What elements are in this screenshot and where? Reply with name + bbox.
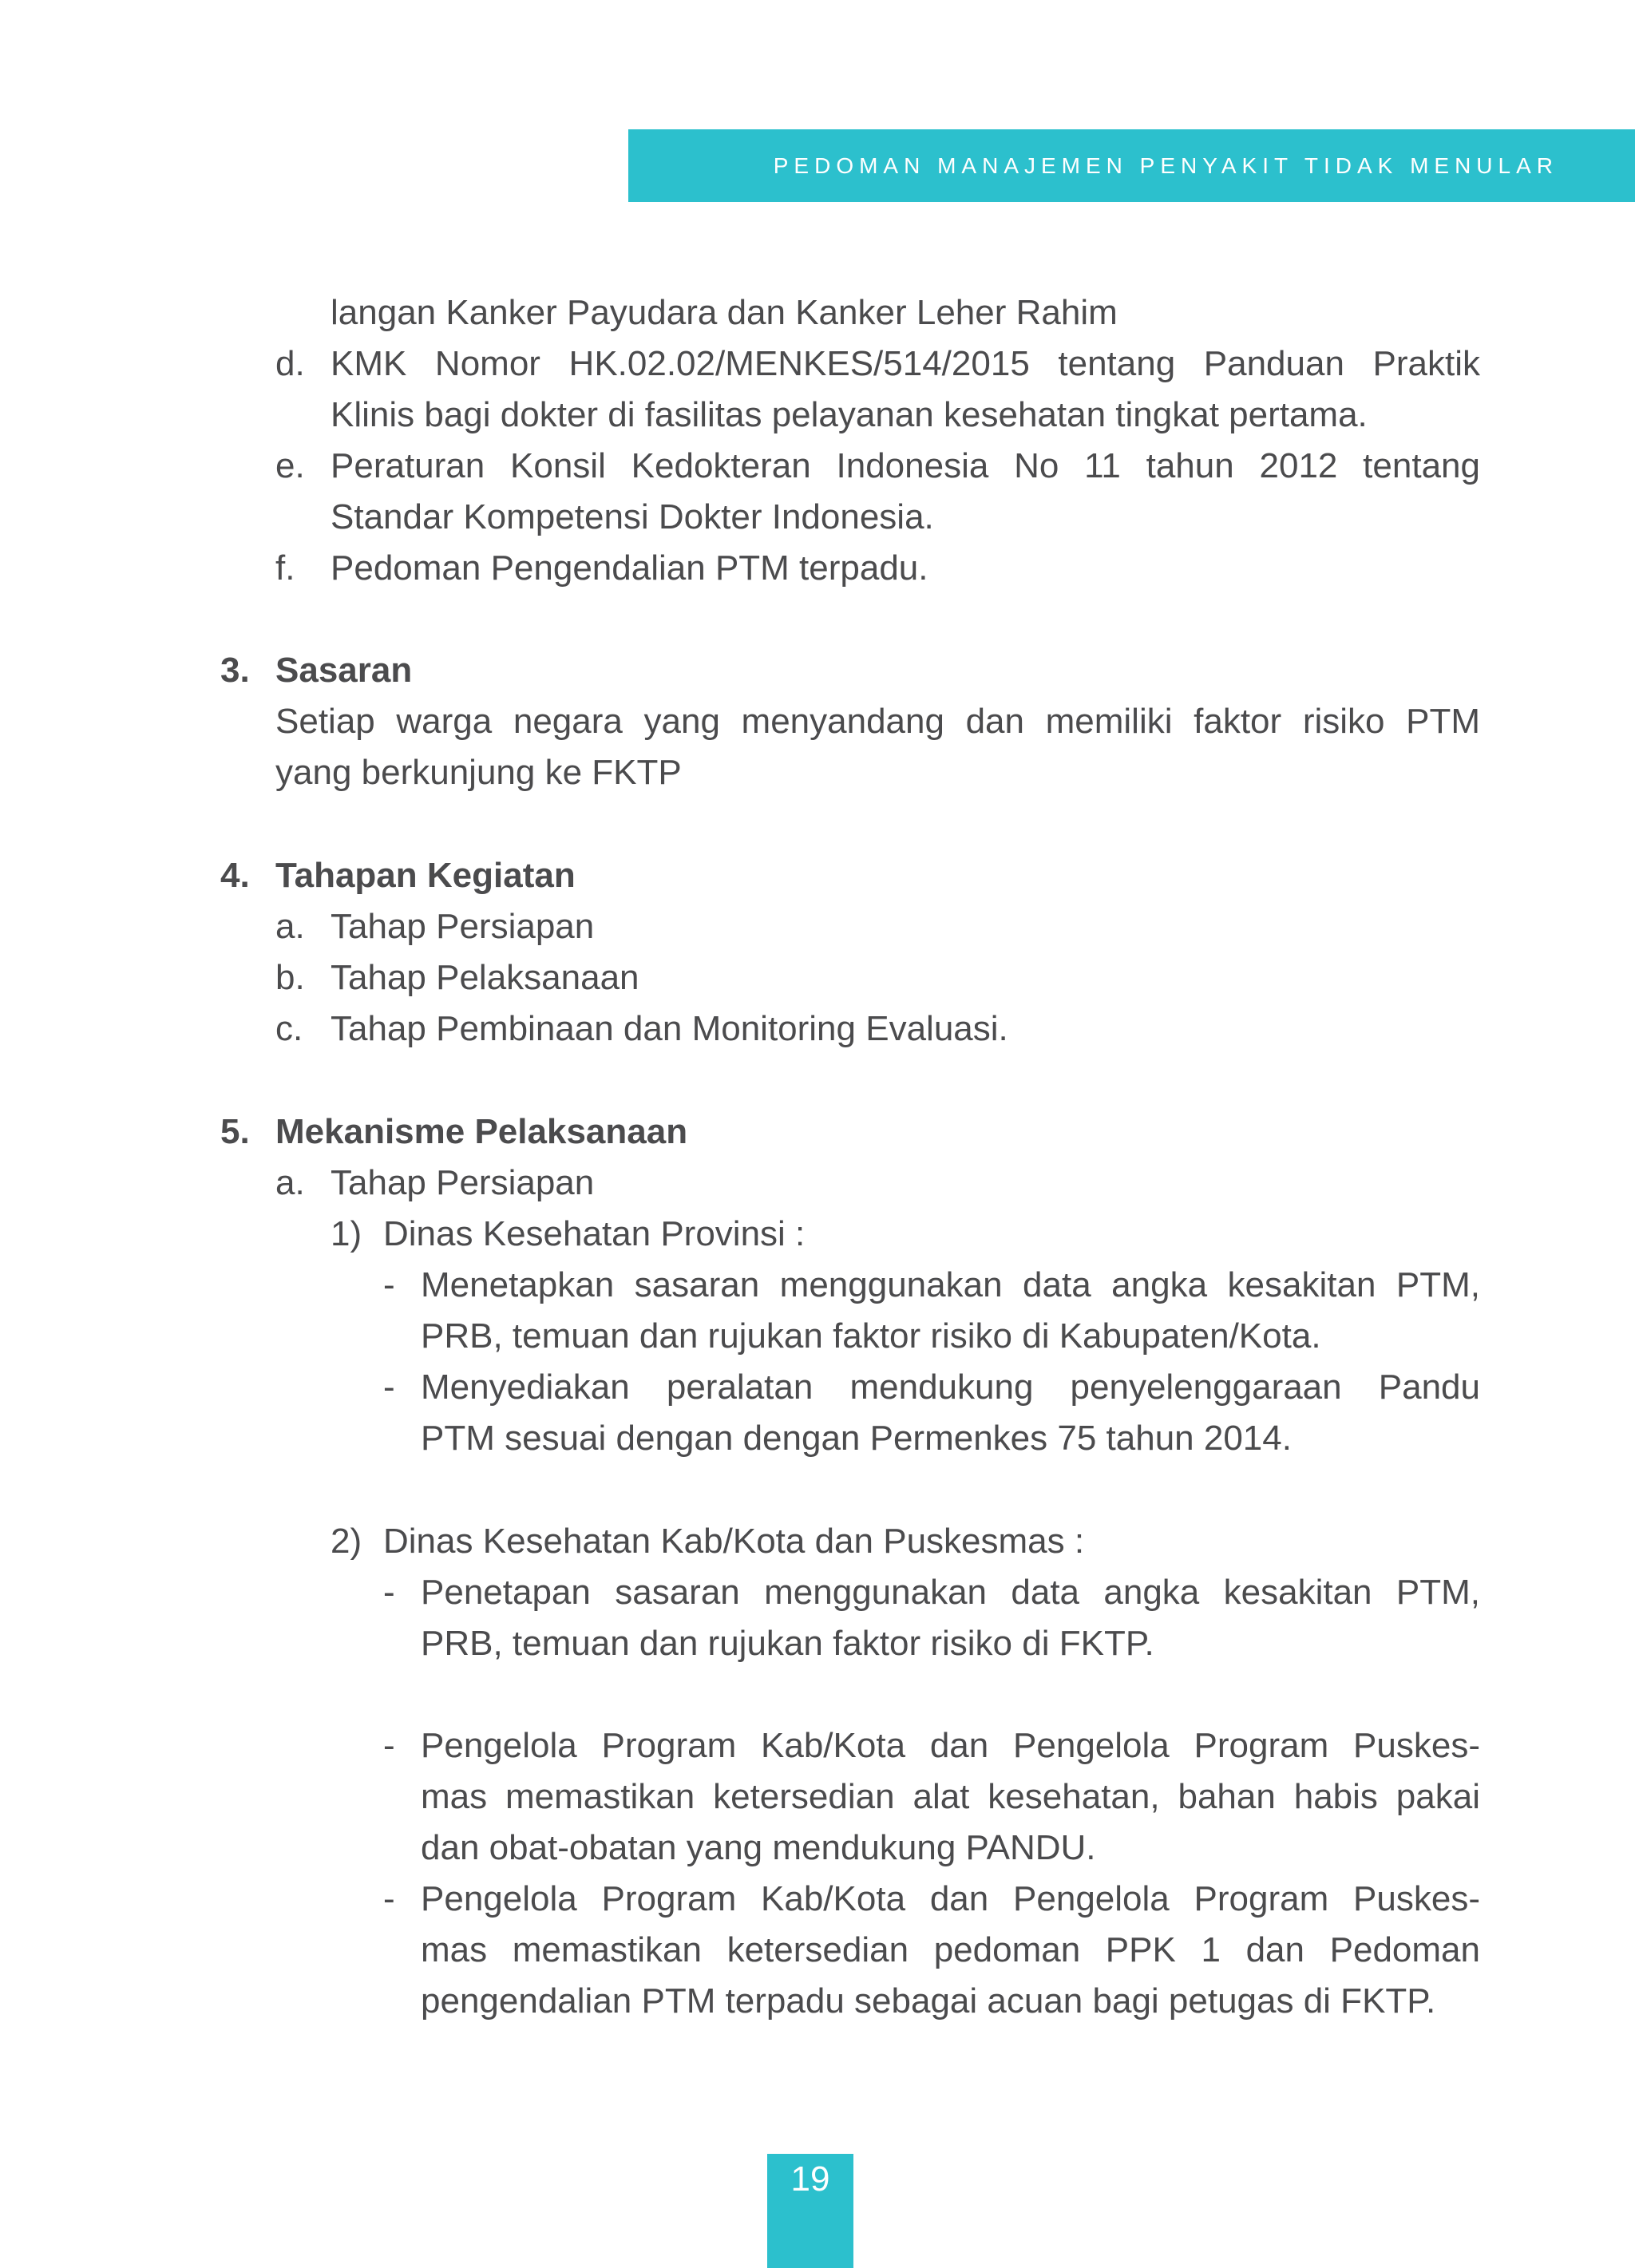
list-item-d-label: d. xyxy=(275,344,305,383)
section3-title: Sasaran xyxy=(275,651,413,690)
list-item-d-line1: KMK Nomor HK.02.02/MENKES/514/2015 tentang Panduan Praktik xyxy=(331,344,1480,383)
sub1-bullet2-dash: - xyxy=(383,1368,395,1407)
sub2-bullet3-line2: mas memastikan ketersedian pedoman PPK 1 dan Pedoman xyxy=(421,1930,1480,1969)
running-header xyxy=(628,129,1635,202)
section4-item-b-text: Tahap Pelaksanaan xyxy=(331,958,639,997)
section5-title: Mekanisme Pelaksanaan xyxy=(275,1112,688,1151)
list-item-e-line2: Standar Kompetensi Dokter Indonesia. xyxy=(331,497,934,536)
section4-number: 4. xyxy=(220,856,250,895)
section3-line1: Setiap warga negara yang menyandang dan memiliki faktor risiko PTM xyxy=(275,702,1480,741)
list-item-e-label: e. xyxy=(275,446,305,485)
sub1-bullet2-line2: PTM sesuai dengan dengan Permenkes 75 tahun 2014. xyxy=(421,1419,1292,1458)
section4-item-c-text: Tahap Pembinaan dan Monitoring Evaluasi. xyxy=(331,1009,1008,1048)
sub2-bullet2-dash: - xyxy=(383,1726,395,1765)
list-item-e-line1: Peraturan Konsil Kedokteran Indonesia No 11 tahun 2012 tentang xyxy=(331,446,1480,485)
section5-sub1-text: Dinas Kesehatan Provinsi : xyxy=(383,1214,806,1253)
list-item-f-label: f. xyxy=(275,548,295,588)
section5-sub2-label: 2) xyxy=(331,1522,362,1561)
sub1-bullet1-line1: Menetapkan sasaran menggunakan data angka kesakitan PTM, xyxy=(421,1265,1480,1304)
sub2-bullet2-line3: dan obat-obatan yang mendukung PANDU. xyxy=(421,1828,1096,1867)
sub1-bullet1-dash: - xyxy=(383,1265,395,1304)
section3-line2: yang berkunjung ke FKTP xyxy=(275,753,682,792)
sub2-bullet1-line2: PRB, temuan dan rujukan faktor risiko di FKTP. xyxy=(421,1624,1154,1663)
section5-sub2-text: Dinas Kesehatan Kab/Kota dan Puskesmas : xyxy=(383,1522,1085,1561)
section5-sub-a-text: Tahap Persiapan xyxy=(331,1163,595,1202)
section4-item-b-label: b. xyxy=(275,958,305,997)
sub2-bullet1-line1: Penetapan sasaran menggunakan data angka kesakitan PTM, xyxy=(421,1573,1480,1612)
page-number-box xyxy=(767,2154,853,2268)
running-header-title: PEDOMAN MANAJEMEN PENYAKIT TIDAK MENULAR xyxy=(773,152,1558,178)
sub2-bullet3-dash: - xyxy=(383,1879,395,1918)
section5-number: 5. xyxy=(220,1112,250,1151)
list-item-c-continuation: langan Kanker Payudara dan Kanker Leher Rahim xyxy=(331,293,1118,332)
section4-item-c-label: c. xyxy=(275,1009,303,1048)
sub2-bullet3-line1: Pengelola Program Kab/Kota dan Pengelola Program Puskes- xyxy=(421,1879,1480,1918)
list-item-d-line2: Klinis bagi dokter di fasilitas pelayanan kesehatan tingkat pertama. xyxy=(331,395,1368,434)
section5-sub-a-label: a. xyxy=(275,1163,305,1202)
sub2-bullet2-line1: Pengelola Program Kab/Kota dan Pengelola Program Puskes- xyxy=(421,1726,1480,1765)
sub1-bullet2-line1: Menyediakan peralatan mendukung penyelenggaraan Pandu xyxy=(421,1368,1480,1407)
section4-item-a-text: Tahap Persiapan xyxy=(331,907,595,946)
sub2-bullet3-line3: pengendalian PTM terpadu sebagai acuan bagi petugas di FKTP. xyxy=(421,1981,1436,2021)
section3-number: 3. xyxy=(220,651,250,690)
page-number: 19 xyxy=(790,2159,830,2199)
sub2-bullet2-line2: mas memastikan ketersedian alat kesehatan, bahan habis pakai xyxy=(421,1777,1480,1816)
section4-item-a-label: a. xyxy=(275,907,305,946)
sub2-bullet1-dash: - xyxy=(383,1573,395,1612)
section4-title: Tahapan Kegiatan xyxy=(275,856,576,895)
sub1-bullet1-line2: PRB, temuan dan rujukan faktor risiko di Kabupaten/Kota. xyxy=(421,1316,1321,1356)
list-item-f-line1: Pedoman Pengendalian PTM terpadu. xyxy=(331,548,928,588)
section5-sub1-label: 1) xyxy=(331,1214,362,1253)
